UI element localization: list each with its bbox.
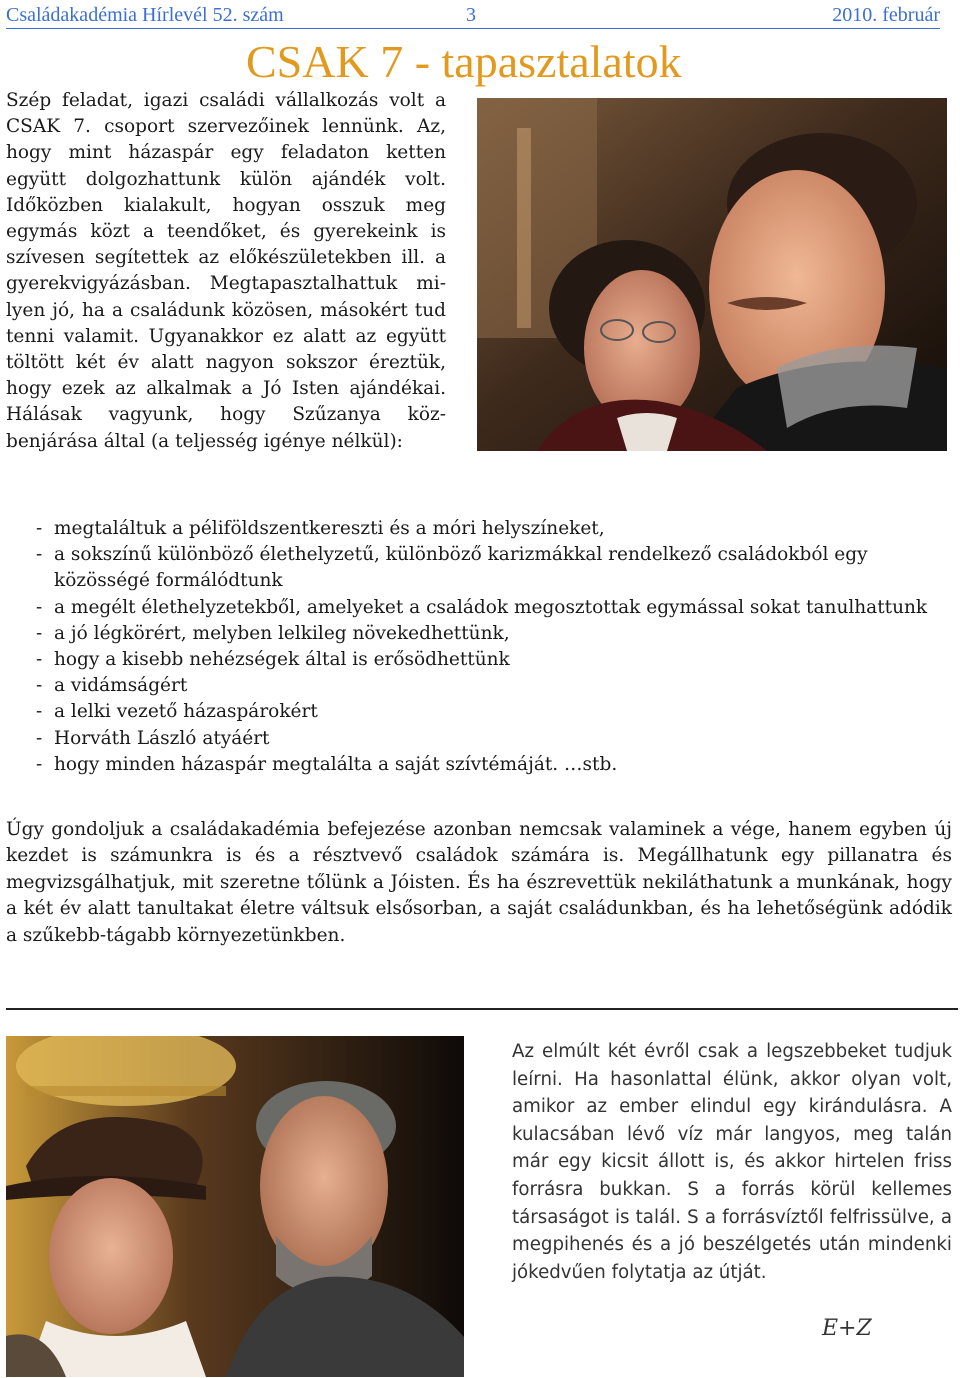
gratitude-list (36, 516, 936, 778)
newsletter-title: Családakadémia Hírlevél 52. szám (6, 4, 284, 26)
author-signature: E+Z (822, 1316, 872, 1341)
list-item: - a vidámságért (36, 673, 936, 699)
closing-paragraph: Úgy gondoljuk a családakadémia befejezése azonban nemcsak valaminek a vége, hanem egyben új kezdet is számunkra is és a résztvevő családok számára is. Megállhatunk egy pillanatra és megvizsgálhatjuk, mit szeretne tőlünk a Jóisten. És ha észrevettük nekiláthatunk a munkának, hogy a két év alatt tanultakat életre váltsuk elsősorban, a saját családunkban, és ha lehetőségünk adódik a szűkebb-tágabb környezetünkben. (6, 819, 952, 946)
second-article-text: Az elmúlt két évről csak a legszebbeket tudjuk leírni. Ha hasonlattal élünk, akkor olyan volt, amikor az ember elindul egy kirándulásra. A kulacsában lévő víz már langyos, meg talán már egy kicsit állott is, és akkor hirtelen friss forrásra bukkan. S a forrás körül kellemes társaságot is talál. S a forrásvíztől felfrissülve, a megpihenés és a jó beszélgetés után mindenki jókedvűen folytatja az útját. (512, 1041, 952, 1283)
couple-photo (477, 98, 947, 451)
list-item: - a jó légkörért, melyben lelkileg növekedhettünk, (36, 621, 936, 647)
section-divider (6, 1008, 958, 1010)
header-divider (6, 28, 940, 29)
second-couple-photo (6, 1036, 464, 1377)
intro-paragraph: Szép feladat, igazi családi vállalkozás volt a CSAK 7. csoport szervezőinek lennünk. Az, hogy mint házaspár egy feladaton ketten együtt dolgozhattunk külön ajándék volt. Időközben kialakult, hogyan osszuk meg egymás közt a teendőket, és gyerekeink is szívesen segítettek az előkészületekben ill. a gyerekvigyázásban. Megtapasztalhattuk milyen jó, ha a családunk közösen, másokért tud tenni valamit. Ugyanakkor ez alatt az együtt töltött két év alatt nagyon sokszor éreztük, hogy ezek az alkalmak a Jó Isten ajándékai. Hálásak vagyunk, hogy Szűzanya közbenjárása által (a teljesség igénye nélkül): (6, 90, 446, 452)
list-item: - megtaláltuk a péliföldszentkereszti és a móri helyszíneket, (36, 516, 936, 542)
list-item: - hogy a kisebb nehézségek által is erősödhettünk (36, 647, 936, 673)
list-item: - a sokszínű különböző élethelyzetű, különböző karizmákkal rendelkező családokból egy közösségé formálódtunk (36, 542, 936, 594)
page-number: 3 (466, 4, 476, 26)
list-item: - a megélt élethelyzetekből, amelyeket a családok megosztottak egymással sokat tanulhattunk (36, 595, 936, 621)
list-item: - hogy minden házaspár megtalálta a saját szívtémáját. …stb. (36, 752, 936, 778)
article-title: CSAK 7 - tapasztalatok (246, 36, 682, 87)
list-item: - Horváth László atyáért (36, 726, 936, 752)
issue-date: 2010. február (832, 4, 940, 26)
list-item: - a lelki vezető házaspárokért (36, 699, 936, 725)
